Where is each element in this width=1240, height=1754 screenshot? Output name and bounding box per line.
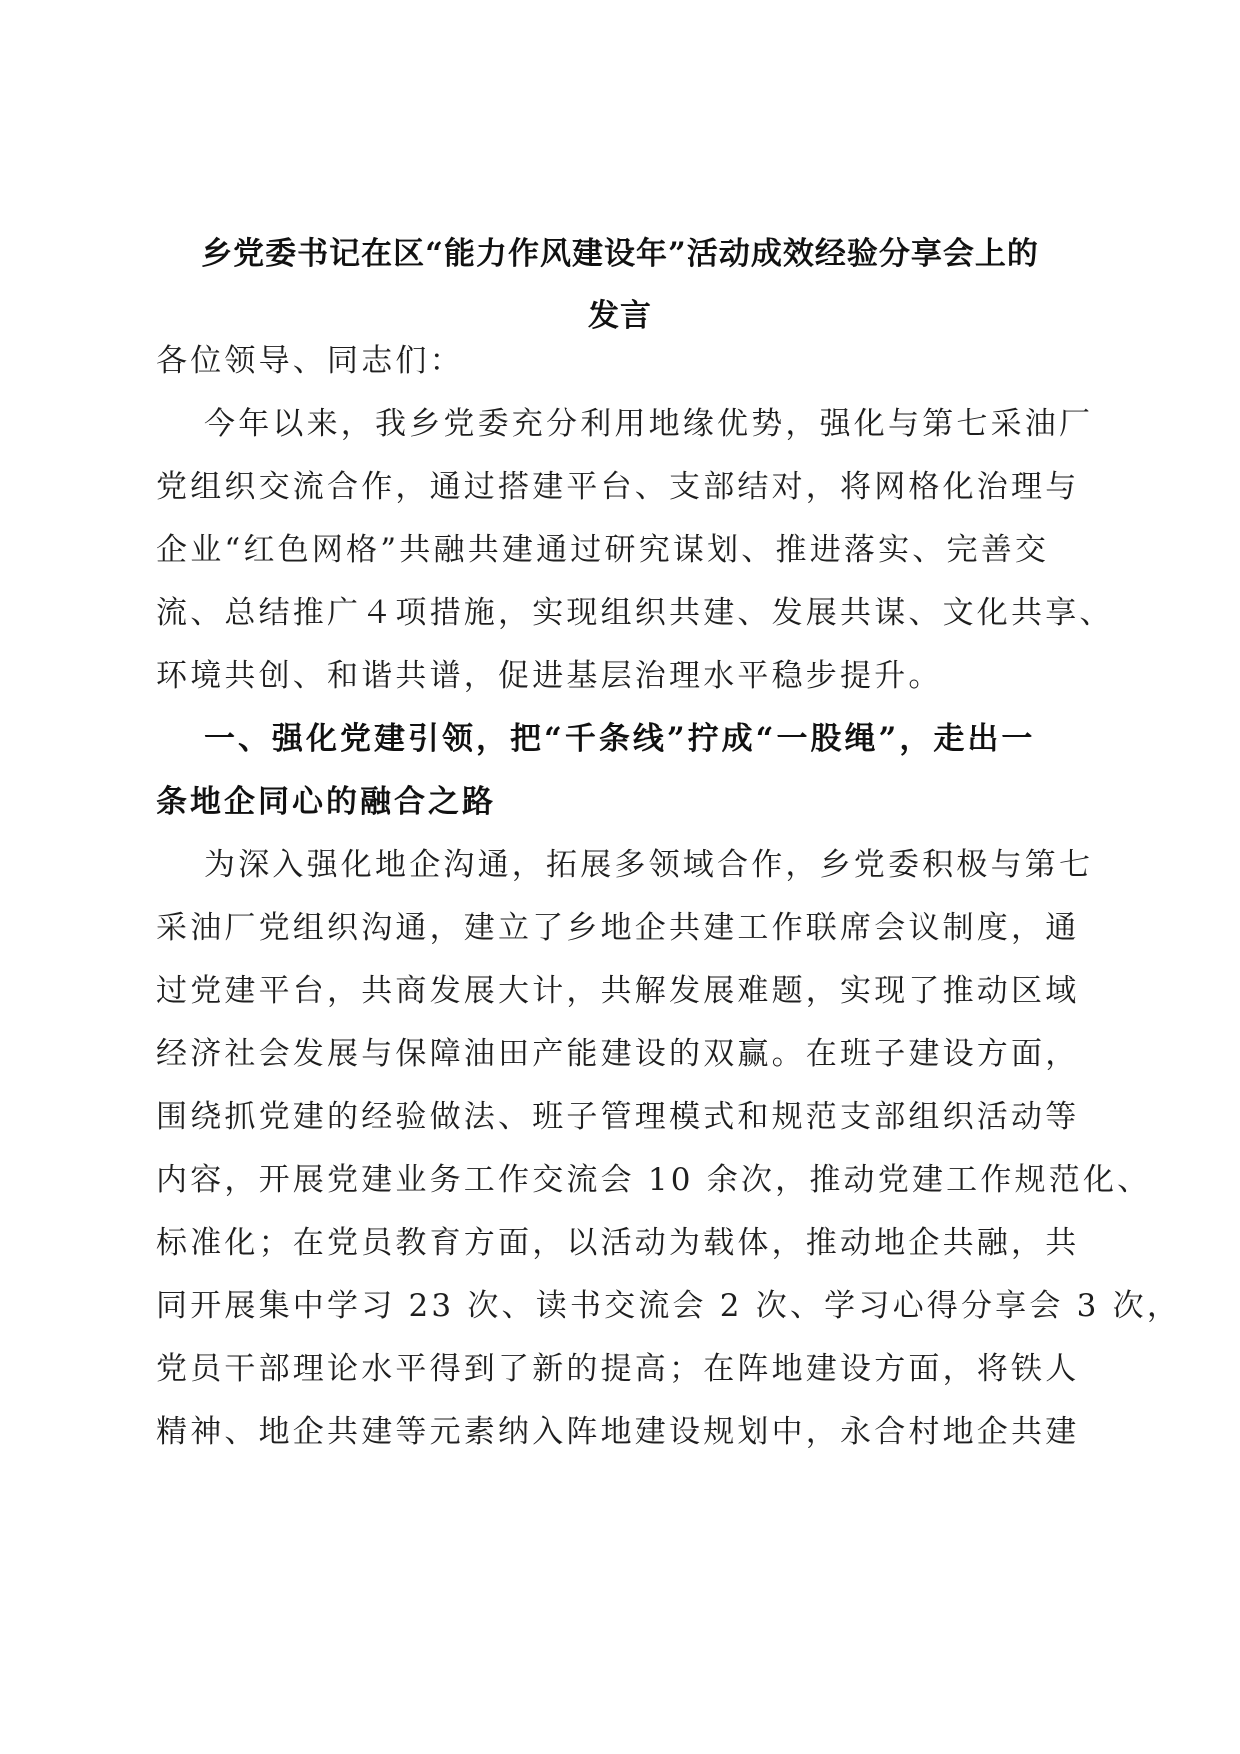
paragraph-2-line: 标准化；在党员教育方面，以活动为载体，推动地企共融，共 [156,1225,1080,1261]
section-heading-line: 一、强化党建引领，把“千条线”拧成“一股绳”，走出一 [204,721,1036,757]
paragraph-2-line: 同开展集中学习 23 次、读书交流会 2 次、学习心得分享会 3 次， [156,1288,1182,1324]
salutation: 各位领导、同志们： [156,343,464,379]
paragraph-2-line: 内容，开展党建业务工作交流会 10 余次，推动党建工作规范化、 [156,1162,1152,1198]
paragraph-2-line: 为深入强化地企沟通，拓展多领域合作，乡党委积极与第七 [204,847,1094,883]
paragraph-1-line: 流、总结推广４项措施，实现组织共建、发展共谋、文化共享、 [156,595,1114,631]
paragraph-1-line: 党组织交流合作，通过搭建平台、支部结对，将网格化治理与 [156,469,1080,505]
paragraph-2-line: 经济社会发展与保障油田产能建设的双赢。在班子建设方面， [156,1036,1080,1072]
paragraph-2-line: 围绕抓党建的经验做法、班子管理模式和规范支部组织活动等 [156,1099,1080,1135]
document-title-line-2: 发言 [588,298,652,334]
paragraph-1-line: 企业“红色网格”共融共建通过研究谋划、推进落实、完善交 [156,532,1050,568]
section-heading-line: 条地企同心的融合之路 [156,784,496,820]
paragraph-1-line: 环境共创、和谐共谱，促进基层治理水平稳步提升。 [156,658,943,694]
document-title-line-1: 乡党委书记在区“能力作风建设年”活动成效经验分享会上的 [201,236,1039,272]
paragraph-2-line: 党员干部理论水平得到了新的提高；在阵地建设方面，将铁人 [156,1351,1080,1387]
paragraph-2-line: 精神、地企共建等元素纳入阵地建设规划中，永合村地企共建 [156,1414,1080,1450]
paragraph-2-line: 过党建平台，共商发展大计，共解发展难题，实现了推动区域 [156,973,1080,1009]
paragraph-1-line: 今年以来，我乡党委充分利用地缘优势，强化与第七采油厂 [204,406,1094,442]
paragraph-2-line: 采油厂党组织沟通，建立了乡地企共建工作联席会议制度，通 [156,910,1080,946]
